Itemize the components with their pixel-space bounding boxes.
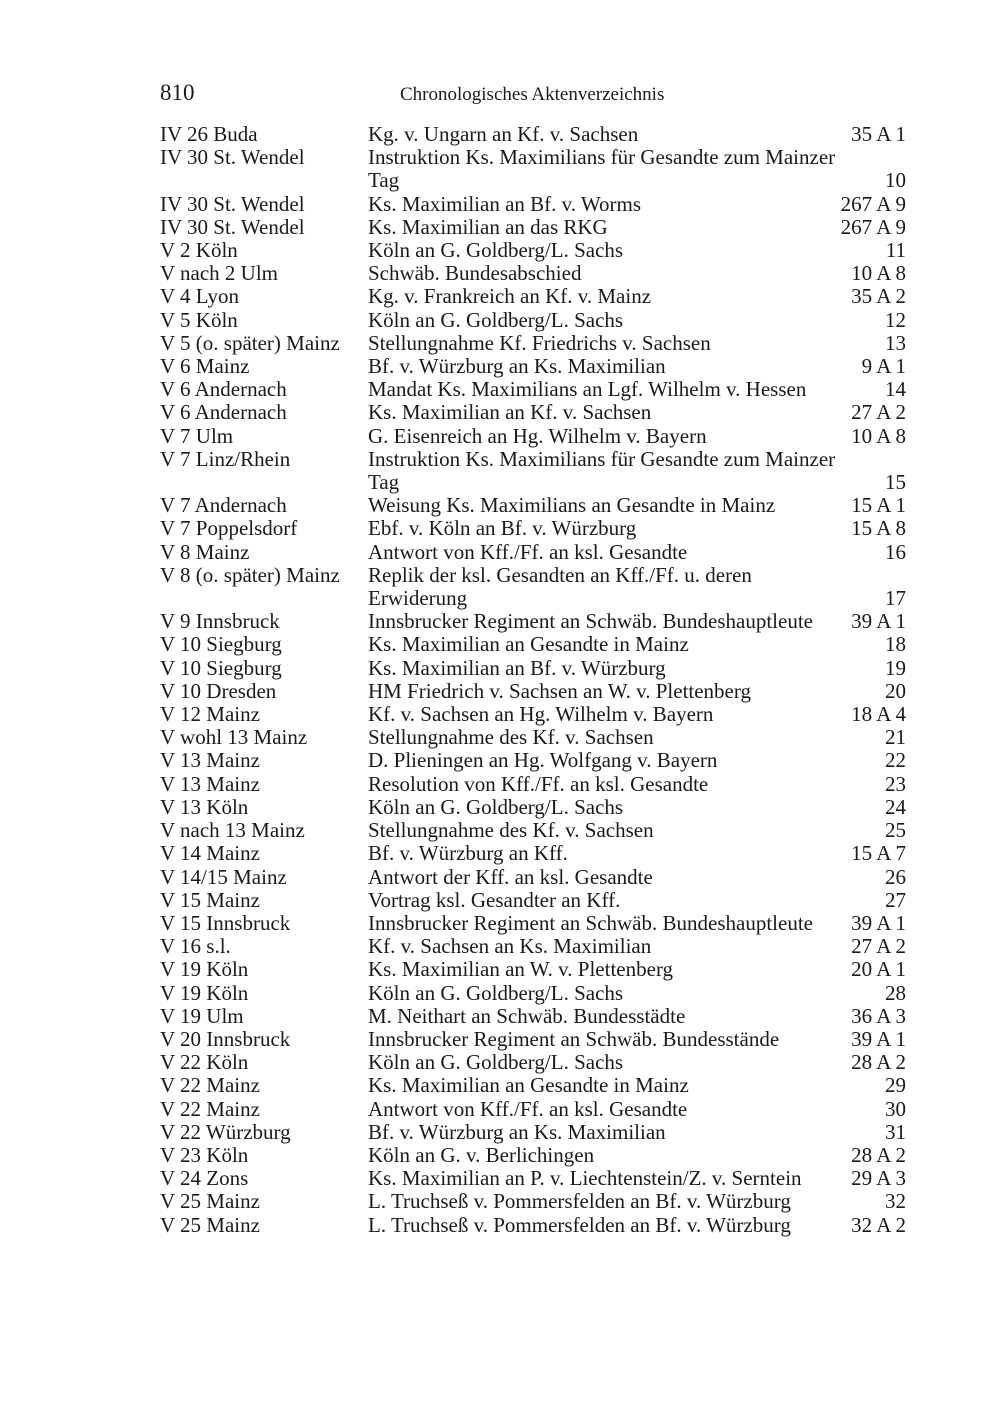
- entry-date: V nach 2 Ulm: [160, 261, 279, 286]
- entry-date: V 14/15 Mainz: [160, 864, 287, 889]
- entry-reference: 15 A 8: [851, 516, 906, 541]
- entry-date: V 22 Würzburg: [160, 1119, 291, 1144]
- entry-reference: 32: [885, 1189, 906, 1214]
- entry-reference: 15 A 7: [851, 841, 906, 866]
- page-header: [160, 78, 906, 108]
- entry-date: V 19 Köln: [160, 980, 249, 1005]
- list-item: [160, 216, 906, 239]
- list-item: [160, 1028, 906, 1051]
- entry-description: Replik der ksl. Gesandten an Kff./Ff. u. deren Erwiderung: [368, 562, 752, 611]
- entry-description: L. Truchseß v. Pommersfelden an Bf. v. Würzburg: [368, 1189, 791, 1214]
- entry-date: V 8 Mainz: [160, 539, 250, 564]
- entry-description: Ks. Maximilian an W. v. Plettenberg: [368, 957, 674, 982]
- entry-description: Stellungnahme des Kf. v. Sachsen: [368, 818, 654, 843]
- entry-description: Köln an G. Goldberg/L. Sachs: [368, 307, 624, 332]
- entry-description: Ks. Maximilian an das RKG: [368, 214, 608, 239]
- entry-date: V 22 Köln: [160, 1050, 249, 1075]
- entry-reference: 27 A 2: [851, 934, 906, 959]
- entry-date: IV 30 St. Wendel: [160, 191, 305, 216]
- entry-description: Ks. Maximilian an Gesandte in Mainz: [368, 632, 689, 657]
- list-item: [160, 541, 906, 564]
- entry-reference: 9 A 1: [861, 354, 906, 379]
- entry-description: Köln an G. Goldberg/L. Sachs: [368, 794, 624, 819]
- entry-reference: 27: [885, 887, 906, 912]
- entry-date: V 16 s.l.: [160, 934, 231, 959]
- chronological-entry-list: [160, 123, 906, 1237]
- page-number: 810: [160, 80, 195, 105]
- list-item: [160, 958, 906, 981]
- entry-description: Bf. v. Würzburg an Ks. Maximilian: [368, 354, 666, 379]
- list-item: [160, 726, 906, 749]
- list-item: [160, 285, 906, 308]
- list-item: [160, 123, 906, 146]
- entry-date: V 8 (o. später) Mainz: [160, 562, 340, 587]
- list-item: [160, 309, 906, 332]
- entry-reference: 28 A 2: [851, 1142, 906, 1167]
- entry-reference: 29 A 3: [851, 1166, 906, 1191]
- entry-description: Weisung Ks. Maximilians an Gesandte in Mainz: [368, 493, 776, 518]
- list-item: [160, 355, 906, 378]
- entry-date: V nach 13 Mainz: [160, 818, 305, 843]
- entry-description: Antwort von Kff./Ff. an ksl. Gesandte: [368, 539, 688, 564]
- entry-description: M. Neithart an Schwäb. Bundesstädte: [368, 1003, 686, 1028]
- entry-description: Köln an G. Goldberg/L. Sachs: [368, 1050, 624, 1075]
- entry-description: Stellungnahme des Kf. v. Sachsen: [368, 725, 654, 750]
- entry-reference: 10: [885, 168, 906, 193]
- entry-date: V 13 Mainz: [160, 748, 260, 773]
- entry-reference: 18: [885, 632, 906, 657]
- entry-description: D. Plieningen an Hg. Wolfgang v. Bayern: [368, 748, 718, 773]
- entry-description: Köln an G. v. Berlichingen: [368, 1142, 595, 1167]
- entry-reference: 14: [885, 377, 906, 402]
- entry-reference: 12: [885, 307, 906, 332]
- list-item: [160, 146, 906, 192]
- list-item: [160, 1074, 906, 1097]
- entry-date: IV 26 Buda: [160, 122, 258, 146]
- entry-date: V 7 Poppelsdorf: [160, 516, 298, 541]
- entry-description: Kg. v. Ungarn an Kf. v. Sachsen: [368, 122, 639, 146]
- entry-date: V 4 Lyon: [160, 284, 239, 309]
- entry-reference: 35 A 2: [851, 284, 906, 309]
- entry-description: Innsbrucker Regiment an Schwäb. Bundesstände: [368, 1026, 780, 1051]
- entry-reference: 19: [885, 655, 906, 680]
- entry-description: Ks. Maximilian an Gesandte in Mainz: [368, 1073, 689, 1098]
- entry-description: Ks. Maximilian an Kf. v. Sachsen: [368, 400, 652, 425]
- entry-date: V 19 Ulm: [160, 1003, 244, 1028]
- list-item: [160, 239, 906, 262]
- list-item: [160, 1144, 906, 1167]
- list-item: [160, 796, 906, 819]
- entry-reference: 16: [885, 539, 906, 564]
- entry-date: V 7 Linz/Rhein: [160, 446, 291, 471]
- entry-description: Ks. Maximilian an P. v. Liechtenstein/Z. v. Serntein: [368, 1166, 802, 1191]
- entry-reference: 10 A 8: [851, 261, 906, 286]
- entry-reference: 18 A 4: [851, 702, 906, 727]
- entry-reference: 27 A 2: [851, 400, 906, 425]
- list-item: [160, 912, 906, 935]
- entry-date: V 7 Ulm: [160, 423, 234, 448]
- entry-date: IV 30 St. Wendel: [160, 145, 305, 170]
- list-item: [160, 1121, 906, 1144]
- entry-reference: 26: [885, 864, 906, 889]
- entry-date: V 13 Mainz: [160, 771, 260, 796]
- entry-date: V 10 Dresden: [160, 678, 277, 703]
- list-item: [160, 193, 906, 216]
- entry-reference: 31: [885, 1119, 906, 1144]
- entry-date: V 24 Zons: [160, 1166, 249, 1191]
- entry-reference: 10 A 8: [851, 423, 906, 448]
- entry-reference: 28: [885, 980, 906, 1005]
- list-item: [160, 842, 906, 865]
- entry-description: Köln an G. Goldberg/L. Sachs: [368, 980, 624, 1005]
- list-item: [160, 657, 906, 680]
- entry-description: Mandat Ks. Maximilians an Lgf. Wilhelm v. Hessen: [368, 377, 807, 402]
- entry-description: L. Truchseß v. Pommersfelden an Bf. v. Würzburg: [368, 1212, 791, 1237]
- running-title: Chronologisches Aktenverzeichnis: [400, 84, 665, 105]
- entry-description: Instruktion Ks. Maximilians für Gesandte zum Mainzer Tag: [368, 446, 836, 495]
- entry-reference: 39 A 1: [851, 1026, 906, 1051]
- entry-description: Vortrag ksl. Gesandter an Kff.: [368, 887, 621, 912]
- entry-date: V 7 Andernach: [160, 493, 287, 518]
- list-item: [160, 378, 906, 401]
- list-item: [160, 332, 906, 355]
- entry-reference: 21: [885, 725, 906, 750]
- list-item: [160, 773, 906, 796]
- entry-description: Bf. v. Würzburg an Kff.: [368, 841, 568, 866]
- entry-description: Kf. v. Sachsen an Hg. Wilhelm v. Bayern: [368, 702, 714, 727]
- entry-date: V 6 Andernach: [160, 377, 287, 402]
- entry-description: Ks. Maximilian an Bf. v. Würzburg: [368, 655, 666, 680]
- list-item: [160, 680, 906, 703]
- entry-date: V 25 Mainz: [160, 1212, 260, 1237]
- entry-date: V 13 Köln: [160, 794, 249, 819]
- list-item: [160, 494, 906, 517]
- entry-description: Bf. v. Würzburg an Ks. Maximilian: [368, 1119, 666, 1144]
- entry-reference: 20 A 1: [851, 957, 906, 982]
- entry-reference: 30: [885, 1096, 906, 1121]
- entry-reference: 11: [885, 238, 906, 263]
- entry-date: V 5 Köln: [160, 307, 238, 332]
- entry-date: V 5 (o. später) Mainz: [160, 330, 340, 355]
- entry-description: Stellungnahme Kf. Friedrichs v. Sachsen: [368, 330, 711, 355]
- entry-reference: 23: [885, 771, 906, 796]
- entry-description: Ebf. v. Köln an Bf. v. Würzburg: [368, 516, 637, 541]
- list-item: [160, 401, 906, 424]
- entry-date: V wohl 13 Mainz: [160, 725, 308, 750]
- entry-date: V 22 Mainz: [160, 1073, 260, 1098]
- list-item: [160, 425, 906, 448]
- entry-date: V 2 Köln: [160, 238, 238, 263]
- entry-reference: 22: [885, 748, 906, 773]
- entry-reference: 15 A 1: [851, 493, 906, 518]
- list-item: [160, 1051, 906, 1074]
- entry-reference: 20: [885, 678, 906, 703]
- list-item: [160, 1167, 906, 1190]
- entry-reference: 13: [885, 330, 906, 355]
- entry-description: Resolution von Kff./Ff. an ksl. Gesandte: [368, 771, 709, 796]
- list-item: [160, 610, 906, 633]
- entry-reference: 29: [885, 1073, 906, 1098]
- entry-date: V 25 Mainz: [160, 1189, 260, 1214]
- entry-reference: 15: [885, 470, 906, 495]
- list-item: [160, 564, 906, 610]
- entry-description: Köln an G. Goldberg/L. Sachs: [368, 238, 624, 263]
- entry-description: Kf. v. Sachsen an Ks. Maximilian: [368, 934, 652, 959]
- entry-date: V 12 Mainz: [160, 702, 260, 727]
- list-item: [160, 1005, 906, 1028]
- entry-reference: 267 A 9: [840, 214, 906, 239]
- list-item: [160, 517, 906, 540]
- entry-reference: 24: [885, 794, 906, 819]
- entry-date: V 20 Innsbruck: [160, 1026, 291, 1051]
- list-item: [160, 703, 906, 726]
- entry-description: Antwort der Kff. an ksl. Gesandte: [368, 864, 653, 889]
- entry-date: V 15 Innsbruck: [160, 910, 291, 935]
- entry-reference: 32 A 2: [851, 1212, 906, 1237]
- list-item: [160, 262, 906, 285]
- entry-reference: 39 A 1: [851, 609, 906, 634]
- entry-date: V 22 Mainz: [160, 1096, 260, 1121]
- entry-date: V 15 Mainz: [160, 887, 260, 912]
- entry-reference: 17: [885, 586, 906, 611]
- entry-date: V 23 Köln: [160, 1142, 249, 1167]
- list-item: [160, 749, 906, 772]
- list-item: [160, 633, 906, 656]
- entry-date: V 9 Innsbruck: [160, 609, 280, 634]
- entry-date: V 10 Siegburg: [160, 632, 282, 657]
- entry-description: HM Friedrich v. Sachsen an W. v. Plettenberg: [368, 678, 751, 703]
- entry-description: Ks. Maximilian an Bf. v. Worms: [368, 191, 642, 216]
- list-item: [160, 1214, 906, 1237]
- entry-reference: 28 A 2: [851, 1050, 906, 1075]
- list-item: [160, 866, 906, 889]
- list-item: [160, 1098, 906, 1121]
- entry-reference: 39 A 1: [851, 910, 906, 935]
- entry-description: Schwäb. Bundesabschied: [368, 261, 582, 286]
- entry-date: IV 30 St. Wendel: [160, 214, 305, 239]
- list-item: [160, 935, 906, 958]
- entry-description: Instruktion Ks. Maximilians für Gesandte zum Mainzer Tag: [368, 145, 836, 193]
- entry-description: Innsbrucker Regiment an Schwäb. Bundeshauptleute: [368, 609, 813, 634]
- list-item: [160, 1190, 906, 1213]
- entry-reference: 36 A 3: [851, 1003, 906, 1028]
- list-item: [160, 819, 906, 842]
- entry-description: Innsbrucker Regiment an Schwäb. Bundeshauptleute: [368, 910, 813, 935]
- entry-reference: 25: [885, 818, 906, 843]
- entry-date: V 6 Andernach: [160, 400, 287, 425]
- entry-reference: 267 A 9: [840, 191, 906, 216]
- entry-description: Antwort von Kff./Ff. an ksl. Gesandte: [368, 1096, 688, 1121]
- entry-description: Kg. v. Frankreich an Kf. v. Mainz: [368, 284, 652, 309]
- list-item: [160, 889, 906, 912]
- entry-reference: 35 A 1: [851, 122, 906, 146]
- list-item: [160, 448, 906, 494]
- entry-date: V 19 Köln: [160, 957, 249, 982]
- entry-description: G. Eisenreich an Hg. Wilhelm v. Bayern: [368, 423, 707, 448]
- entry-date: V 10 Siegburg: [160, 655, 282, 680]
- entry-date: V 14 Mainz: [160, 841, 260, 866]
- list-item: [160, 982, 906, 1005]
- entry-date: V 6 Mainz: [160, 354, 250, 379]
